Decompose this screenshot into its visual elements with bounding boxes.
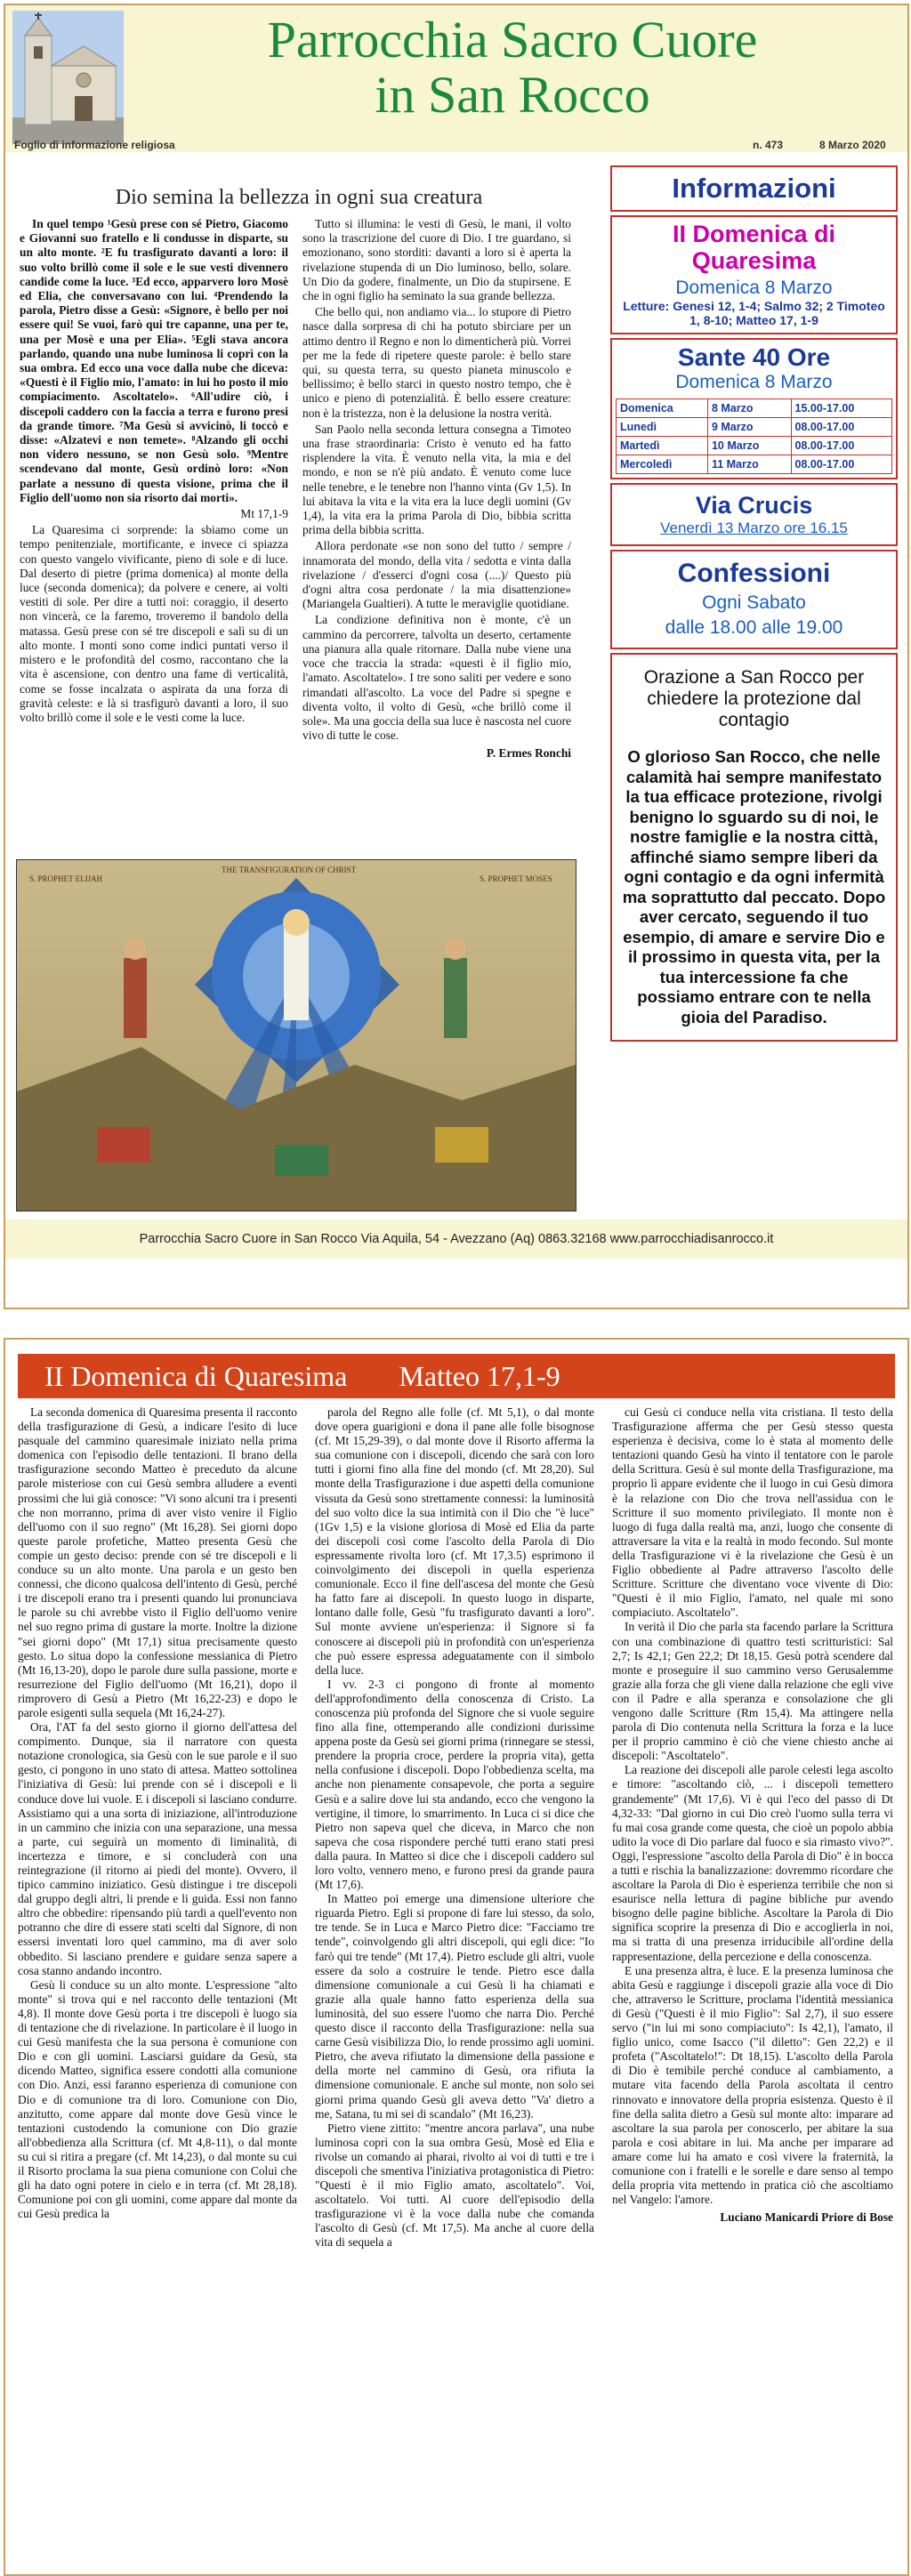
article-column-2	[302, 217, 571, 763]
article-paragraph: La Quaresima ci sorprende: la sbiamo come un tempo penitenziale, mortificante, e invece ci spiazza con questo vangelo vivificante, pieno di sole e di luce. Dal deserto di pietre (prima domenica) al monte della luce (seconda domenica); da polvere e cenere, ai volti vestiti di sole. Per dire a tutti noi: coraggio, il deserto non vincerà, ce la faremo, troveremo il bandolo della matassa. Gesù prese con sé tre discepoli e salì su di un alto monte. I monti sono come indici puntati verso il mistero e le profondità del cosmo, raccontano che la vita è ascensione, con dentro una fame di verticalità, come se fosse incalzata o aspirata da una forza di gravità celeste: e là si trasfigurò davanti a loro, il suo volto brillò come il sole e le vesti come la luce.	[20, 523, 288, 724]
back-page	[4, 1338, 909, 2576]
article-paragraph: San Paolo nella seconda lettura consegna a Timoteo una frase straordinaria: Cristo è venuto ed ha fatto risplendere la vita. È venuto nella vita, la mia e del mondo, e non se n'è più andato. È venuto come luce nelle tenebre, e le tenebre non l'hanno vinta (Gv 1,5). In lui abitava la vita e la vita era la luce degli uomini (Gv 1,4), la vita era la prima Parola di Dio, bibbia scritta prima della bibbia scritta.	[302, 422, 571, 537]
parish-title	[130, 12, 895, 123]
church-photo	[12, 11, 124, 144]
via-crucis-title: Via Crucis	[695, 492, 813, 519]
caption-center: THE TRANSFIGURATION OF CHRIST	[222, 865, 357, 874]
article-paragraph: Tutto si illumina: le vesti di Gesù, le mani, il volto sono la trascrizione del cuore di Dio. I tre guardano, si emozionano, sono storditi: davanti a loro si è aperta la rivelazione stupenda di un Dio luminoso, bello, solare. Un Dio da godere, finalmente, un Dio da stupirsene. E che in ogni figlio ha seminato la sua grande bellezza.	[302, 217, 571, 303]
forty-hours-title: Sante 40 Ore	[677, 343, 831, 371]
commentary-paragraph: La reazione dei discepoli alle parole celesti lega ascolto e timore: "ascoltando ciò, ... i discepoli temettero grandemente" (Mt 17,6). Vi è qui l'eco del passo di Dt 4,32-33: "Dal giorno in cui Dio creò l'uomo sulla terra vi fu mai cosa grande come questa, che cioè un popolo abbia udito la voce di Dio parlare dal fuoco e sia rimasto vivo?". Oggi, l'espressione "ascolto della Parola di Dio" è in bocca a tutti e rischia la banalizzazione: dovremmo ricordare che ascoltare la Parola di Dio è esperienza terribile che non si esaurisce nella lettura di pagine bibliche pur avendo bisogno delle pagine bibliche. Ascoltare la Parola di Dio significa scoprire la presenza di Dio e accoglierla in noi, ma si tratta di una presenza irriducibile all'ordine della rappresentazione, della percezione e della conoscenza.	[612, 1763, 893, 1963]
via-crucis-box	[610, 483, 898, 546]
gospel-reference: Mt 17,1-9	[240, 507, 288, 521]
article-paragraph: La condizione definitiva non è monte, c'è un cammino da percorrere, talvolta un deserto, certamente una pianura alla quale ritornare. Dalla nube viene una voce che traccia la strada: «questi è il figlio mio, l'amato. Ascoltatelo». I tre sono saliti per vedere e sono rimandati all'ascolto. La voce del Padre si spegne e diventa volto, il volto di Gesù, «che brillò come il sole». Ma una goccia della sua luce è nascosta nel cuore vivo di tutte le cose.	[302, 613, 571, 743]
sunday-readings: Letture: Genesi 12, 1-4; Salmo 32; 2 Timoteo 1, 8-10; Matteo 17, 1-9	[623, 299, 885, 327]
confessions-title: Confessioni	[677, 559, 831, 588]
commentary-paragraph: Ora, l'AT fa del sesto giorno il giorno dell'attesa del compimento. Dunque, sia il narratore con questa notazione cronologica, sia Gesù con le sue parole e il suo gesto, ci pongono in uno stato di attesa. Matteo sottolinea l'iniziativa di Gesù: lui prende con sé i discepoli e li conduce dove lui vuole. E i discepoli si lasciano condurre. Assistiamo qui a una sorta di iniziazione, all'introduzione in un cammino che inizia con una separazione, una messa a parte, cui seguirà un momento di liminalità, di incertezza e timore, e si concluderà con una reintegrazione (il ritorno ai piedi del monte). Ovvero, il tipico cammino iniziatico. Gesù distingue i tre discepoli dal gruppo degli altri, li prende e li guida. Essi non fanno altro che obbedire: ripensando più tardi a quell'evento non potranno che dire di essere stati scelti dal Signore, di non essersi inventati loro quel cammino, ma di aver solo obbedito. Si lasciano prendere e guidare senza sapere a cosa stanno andando incontro.	[18, 1720, 297, 1977]
subtitle-row	[14, 139, 895, 151]
issue-number: n. 473	[753, 139, 784, 151]
confessions-day: Ogni Sabato	[702, 592, 806, 613]
commentary-author: Luciano Manicardi Priore di Bose	[720, 2210, 893, 2225]
caption-left: S. PROPHET ELIJAH	[29, 874, 103, 883]
commentary-paragraph: Pietro viene zittito: "mentre ancora parlava", una nube luminosa coprì con la sua ombra Gesù, Mosè ed Elia e rivolse un comando ai pharai, rivolto ai voi di tutti e tre i discepoli che smentiva l'iniziativa protagonistica di Pietro: "Questi è il mio Figlio amato, ascoltatelo". Voi, ascoltatelo. Voi tutti. Al cuore dell'episodio della trasfigurazione vi è la voce dalla nube che comanda l'ascolto di Gesù (cf. Mt 17,5). Ma anche al cuore della vita di sequela a	[315, 2121, 594, 2250]
commentary-paragraph: In Matteo poi emerge una dimensione ulteriore che riguarda Pietro. Egli si propone di fare lui stesso, da solo, tre tende. Se in Luca e Marco Pietro dice: "Facciamo tre tende", coinvolgendo gli altri discepoli, qui egli dice: "Io farò qui tre tende" (Mt 17,4). Pietro esclude gli altri, vuole essere da solo a costruire le tende. Pietro esce dalla dimensione comunionale a cui Gesù li ha chiamati e grazie alla quale hanno fatto esperienza della sua luminosità, del suo essere l'uomo che narra Dio. Perché questo disce il racconto della Trasfigurazione: nella sua carne Gesù visibilizza Dio, lo rende prossimo agli uomini. Pietro, che aveva rifiutato la dimensione della passione e della morte nel cammino di Gesù, ora rifiuta la dimensione comunionale. E anche sul monte, non solo sei giorni prima quando Gesù gli aveva detto "Va' dietro a me, Satana, tu mi sei di scandalo" (Mt 16,23).	[315, 1892, 594, 2121]
parish-footer: Parrocchia Sacro Cuore in San Rocco Via Aquila, 54 - Avezzano (Aq) 0863.32168 www.parrocchiadisanrocco.it	[5, 1220, 907, 1259]
commentary-column-1	[18, 1405, 297, 2221]
info-title: Informazioni	[672, 173, 836, 204]
commentary-paragraph: E una presenza altra, è luce. E la presenza luminosa che abita Gesù e raggiunge i discepoli grazie alla voce di Dio che, attraverso le Scritture, proclama l'identità messianica di Gesù ("Questi è il mio Figlio": Sal 2,7), il suo essere servo ("in lui mi sono compiaciuto": Is 42,1), l'amato, il figlio unico, come Isacco ("il diletto": Gen 22,2) e il profeta ("Ascoltatelo!": Dt 18,15). L'ascolto della Parola di Dio è temibile perché conduce al cambiamento, a mutare vita facendo della Parola ascoltata il centro rinnovato e innovatore della propria esistenza. Questo è il fine della salita dietro a Gesù sul monte alto: imparare ad ascoltare la sua parola per conoscerlo, per abitare la sua parola e così abitare in lui. Ma anche per imparare ad amare come lui ha amato e così vivere la fraternità, la comunione con i fratelli e le sorelle e dare senso al tempo della propria vita mettendo in pratica ciò che ascoltiamo nel Vangelo: l'amore.	[612, 1963, 893, 2207]
prayer-box	[610, 653, 898, 1042]
info-box	[610, 165, 898, 212]
adoration-schedule	[616, 398, 892, 474]
via-crucis-date: Venerdì 13 Marzo ore 16.15	[660, 519, 848, 536]
commentary-title: II Domenica di Quaresima	[44, 1360, 348, 1392]
commentary-reference: Matteo 17,1-9	[399, 1360, 560, 1392]
sunday-box	[610, 215, 898, 334]
sunday-title: II Domenica di Quaresima	[672, 221, 836, 274]
commentary-paragraph: Gesù li conduce su un alto monte. L'espressione "alto monte" si trova qui e nel racconto delle tentazioni (Mt 4,8). Il monte dove Gesù porta i tre discepoli è luogo sia di tentazione che di rivelazione. In particolare è il luogo in cui Gesù manifesta che la sua persona è comunione con Dio e con gli uomini. Lasciarsi guidare da Gesù, sta dicendo Matteo, significa essere condotti alla comunione con Dio. Anzi, essi faranno esperienza di comunione con Dio e di comunione tra di loro. Comunione con Dio, anzitutto, come appare dal monte dove Gesù vince le tentazioni custodendo la comunione con Dio grazie all'obbedienza alla Scrittura (cf. Mt 4,8-11), o dal monte su cui si ritira a pregare (cf. Mt 14,23), o dal monte su cui il Risorto proclama la sua piena comunione con Colui che gli ha dato ogni potere in cielo e in terra (cf. Mt 28,18). Comunione poi con gli uomini, come appare dal monte da cui Gesù predica la	[18, 1977, 297, 2221]
article-title: Dio semina la bellezza in ogni sua creatura	[115, 186, 483, 209]
article-paragraph: Che bello qui, non andiamo via... lo stupore di Pietro nasce dalla sorpresa di chi ha potuto sbirciare per un attimo dentro il Regno e non lo dimenticherà più. Vorrei per me la fede di ripetere queste parole: è bello stare qui, su questa terra, su questo pianeta minuscolo e bellissimo; è bello starci in questo nostro tempo, che è unico e pieno di potenzialità. È bello essere creature: non è la tristezza, non è la delusione la nostra verità.	[302, 305, 571, 420]
prayer-title: Orazione a San Rocco per chiedere la protezione dal contagio	[643, 667, 865, 730]
gospel-commentary-header	[18, 1354, 895, 1398]
masthead	[5, 5, 907, 152]
schedule-row: Lunedì 9 Marzo 08.00-17.00	[617, 418, 892, 437]
issue-date: 8 Marzo 2020	[819, 139, 886, 151]
title-line-1: Parrocchia Sacro Cuore	[267, 11, 758, 68]
confessions-hours: dalle 18.00 alle 19.00	[665, 617, 843, 638]
commentary-column-2	[315, 1405, 594, 2250]
front-page	[4, 4, 909, 1309]
newsletter-subtitle: Foglio di informazione religiosa	[14, 139, 175, 151]
article-column-1	[20, 217, 288, 727]
commentary-paragraph: cui Gesù ci conduce nella vita cristiana. Il testo della Trasfigurazione afferma che per Gesù stesso questa esperienza è decisiva, come lo è stata al momento delle tentazioni quando Gesù ha vinto il tentatore con le parole della Scrittura. Gesù è sul monte della Trasfigurazione, ma proprio lì appare evidente che il luogo in cui Gesù dimora è la relazione con Dio che trova nell'assidua con le Scritture il suo momento privilegiato. Il monte non è luogo di fuga dalla realtà ma, anzi, luogo che consente di attraversare la vita e la realtà in modo fecondo. Sul monte della Trasfigurazione vi è la rivelazione che Gesù è un Figlio obbediente al Padre attraverso l'ascolto delle Scritture. Scritture che diventano voce vivente di Dio: "Questi è il mio Figlio, l'amato, nel quale mi sono compiaciuto. Ascoltatelo".	[612, 1405, 893, 1620]
transfiguration-icon-painting	[16, 859, 576, 1212]
confessions-box	[610, 550, 898, 649]
sunday-date: Domenica 8 Marzo	[675, 278, 833, 298]
commentary-paragraph: parola del Regno alle folle (cf. Mt 5,1), o dal monte dove opera guarigioni e dona il pane alle folle bisognose (cf. Mt 15,29-39), o dal monte dove il Risorto afferma la sua comunione con i discepoli, dicendo che sarà con loro tutti i giorni fino alla fine del mondo (cf. Mt 28,20). Sul monte della Trasfigurazione i due aspetti della comunione vissuta da Gesù sono strettamente connessi: la luminosità del suo volto dice la sua intimità con il Dio che "è luce" (1Gv 1,5) e la visione gloriosa di Mosè ed Elia da parte dei discepoli così come l'ascolto della Parola di Dio espressamente rivolta loro (cf. Mt 17,3.5) esprimono il coinvolgimento dei discepoli in quella esperienza comunionale. Ecco il fine dell'ascesa del monte che Gesù ha fatto fare ai discepoli. In questo luogo in disparte, lontano dalle folle, Gesù "fu trasfigurato davanti a loro". Sul monte avviene un'esperienza: il Signore si fa conoscere ai discepoli più in profondità con un'esperienza che può essere espressa adeguatamente con il simbolo della luce.	[315, 1405, 594, 1677]
forty-hours-box	[610, 338, 898, 479]
sidebar	[610, 165, 898, 1042]
commentary-column-3	[612, 1405, 893, 2225]
article-author: P. Ermes Ronchi	[486, 746, 571, 761]
prayer-text: O glorioso San Rocco, che nelle calamità hai sempre manifestato la tua efficace protezione, rivolgi benigno lo sguardo su di noi, le nostre famiglie e la nostra città, affinché siamo sempre liberi da ogni contagio e da ogni infermità ma soprattutto dal peccato. Dopo aver cercato, seguendo il tuo esempio, di amare e servire Dio e il prossimo in questa vita, per la tua intercessione fa che possiamo entrare con te nella gioia del Paradiso.	[622, 747, 886, 1026]
title-line-2: in San Rocco	[375, 66, 650, 124]
schedule-row: Martedì 10 Marzo 08.00-17.00	[617, 437, 892, 455]
commentary-paragraph: In verità il Dio che parla sta facendo parlare la Scrittura con una combinazione di quattro testi scritturistici: Sal 2,7; Is 42,1; Gen 22,2; Dt 18,15. Gesù potrà scendere dal monte e proseguire il suo cammino verso Gerusalemme grazie alla forza che gli viene dalla relazione che egli vive con il Padre e alla speranza e consolazione che gli vengono dalle Scritture (Rm 15,4). Ma attingere nella parola di Dio contenuta nella Scrittura la forza e la luce per il proprio cammino è ciò che viene chiesto anche ai discepoli: "Ascoltatelo".	[612, 1620, 893, 1763]
commentary-paragraph: La seconda domenica di Quaresima presenta il racconto della trasfigurazione di Gesù, a indicare l'esito di luce pasquale del cammino quaresimale iniziato nella prima domenica con l'episodio delle tentazioni. Il brano della trasfigurazione secondo Matteo è preceduto da alcune parole misteriose con cui Gesù sembra alludere a eventi prossimi che lui già conosce: "Vi sono alcuni tra i presenti che non morranno, prima di aver visto venire il Figlio dell'uomo con il suo regno" (Mt 16,28). Sei giorni dopo queste parole profetiche, Matteo presenta Gesù che compie un gesto deciso: prende con sé tre discepoli e li conduce su un alto monte. Una parola e un gesto ben connessi, che dicono qualcosa dell'intento di Gesù, perché i tre discepoli erano tra i presenti quando lui pronunciava le parole su chi avrebbe visto il Figlio dell'uomo venire nel suo regno prima di gustare la morte. Inoltre la dizione "sei giorni dopo" (Mt 17,1) situa precisamente questo gesto. Lo situa dopo la confessione messianica di Pietro (Mt 16,13-20), dopo le parole dure sulla passione, morte e resurrezione del Figlio dell'uomo (Mt 16,21), dopo il rimprovero di Gesù a Pietro (Mt 16,22-23) e dopo le parole esigenti sulla sequela (Mt 16,24-27).	[18, 1405, 297, 1719]
schedule-row: Domenica 8 Marzo 15.00-17.00	[617, 399, 892, 418]
caption-right: S. PROPHET MOSES	[480, 874, 552, 883]
schedule-row: Mercoledì 11 Marzo 08.00-17.00	[617, 455, 892, 474]
forty-hours-date: Domenica 8 Marzo	[675, 372, 833, 392]
article-paragraph: Allora perdonate «se non sono del tutto / sempre / innamorata del mondo, della vita / sedotta e vinta dalla rivelazione / d'esserci d'ogni cosa (....)/ Questo più d'ogni altra cosa perdonate / la mia disattenzione» (Mariangela Gualtieri). A tutte le meraviglie quotidiane.	[302, 539, 571, 611]
commentary-paragraph: I vv. 2-3 ci pongono di fronte al momento dell'approfondimento della conoscenza di Cristo. La conoscenza più profonda del Signore che si vuole seguire fino alla fine, ottemperando alle condizioni durissime appena poste da Gesù sei giorni prima (rinnegare se stessi, prendere la propria croce, perdere la propria vita), getta nella confusione i discepoli. Dopo l'obbedienza scelta, ma anche non pienamente consapevole, che porta a seguire Gesù e a salire dove lui sta andando, ecco che vengono la vertigine, il timore, lo smarrimento. In Luca ci si dice che Pietro non sapeva quel che diceva, in Marco che non sapeva che cosa rispondere perché tutti erano stati presi dalla paura. In Matteo si dice che i discepoli caddero sul loro volto, vennero meno, e furono presi da grande paura (Mt 17,6).	[315, 1677, 594, 1892]
gospel-text: In quel tempo ¹Gesù prese con sé Pietro, Giacomo e Giovanni suo fratello e li condusse in disparte, su un alto monte. ²E fu trasfigurato davanti a loro: il suo volto brillò come il sole e le sue vesti divennero candide come la luce. ³Ed ecco, apparvero loro Mosè ed Elia, che conversavano con lui. ⁴Prendendo la parola, Pietro disse a Gesù: «Signore, è bello per noi essere qui! Se vuoi, farò qui tre capanne, una per te, una per Mosè e una per Elia». ⁵Egli stava ancora parlando, quando una nube luminosa li coprì con la sua ombra. Ed ecco una voce dalla nube che diceva: «Questi è il Figlio mio, l'amato: in lui ho posto il mio compiacimento. Ascoltatelo». ⁶All'udire ciò, i discepoli caddero con la faccia a terra e furono presi da grande timore. ⁷Ma Gesù si avvicinò, li toccò e disse: «Alzatevi e non temete». ⁸Alzando gli occhi non videro nessuno, se non Gesù solo. ⁹Mentre scendevano dal monte, Gesù ordinò loro: «Non parlate a nessuno di questa visione, prima che il Figlio dell'uomo non sia risorto dai morti».	[20, 217, 288, 504]
